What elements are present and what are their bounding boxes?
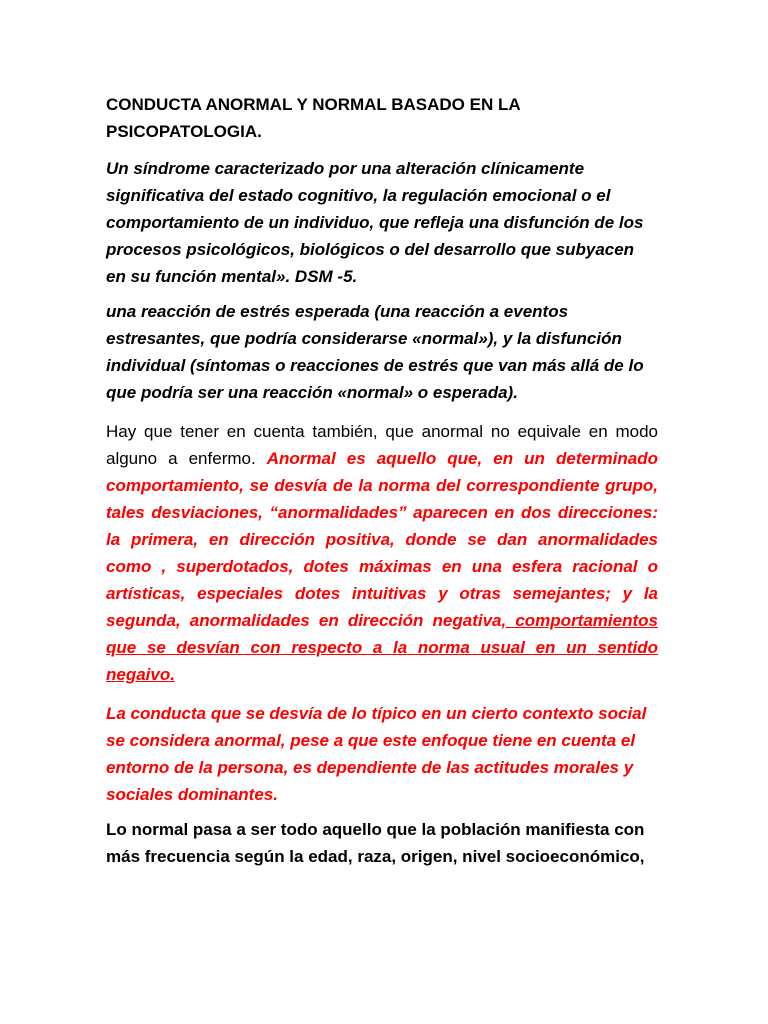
abnormal-underlined-text: , comportamientos que se desvían con respecto a la norma usual en un sentido negaivo. (106, 611, 658, 684)
abnormal-definition-paragraph (106, 418, 658, 688)
normal-definition-paragraph: Lo normal pasa a ser todo aquello que la población manifiesta con más frecuencia según la edad, raza, origen, nivel socioeconómico, (106, 820, 645, 866)
dsm-definition-paragraph: Un síndrome caracterizado por una alteración clínicamente significativa del estado cognitivo, la regulación emocional o el comportamiento de un individuo, que refleja una disfunción de los procesos psicológicos, biológicos o del desarrollo que subyacen en su función mental». DSM -5. (106, 159, 644, 286)
social-context-paragraph: La conducta que se desvía de lo típico en un cierto contexto social se considera anormal, pese a que este enfoque tiene en cuenta el entorno de la persona, es dependiente de las actitudes morales y sociales dominantes. (106, 704, 647, 804)
stress-reaction-paragraph: una reacción de estrés esperada (una reacción a eventos estresantes, que podría considerarse «normal»), y la disfunción individual (síntomas o reacciones de estrés que van más allá de lo que podría ser una reacción «normal» o esperada). (106, 302, 644, 402)
document-title: CONDUCTA ANORMAL Y NORMAL BASADO EN LA PSICOPATOLOGIA. (106, 95, 520, 141)
abnormal-emphasis-text: Anormal es aquello que, en un determinado comportamiento, se desvía de la norma del correspondiente grupo, tales desviaciones, “anormalidades” aparecen en dos direcciones: la primera, en dirección positiva, donde se dan anormalidades como , superdotados, dotes máximas en una esfera racional o artísticas, especiales dotes intuitivas y otras semejantes; y la segunda, anormalidades en dirección negativa (106, 449, 658, 630)
abnormal-intro-text: Hay que tener en cuenta también, que anormal no equivale en modo alguno a enfermo. (106, 422, 658, 468)
document-page (106, 91, 658, 870)
